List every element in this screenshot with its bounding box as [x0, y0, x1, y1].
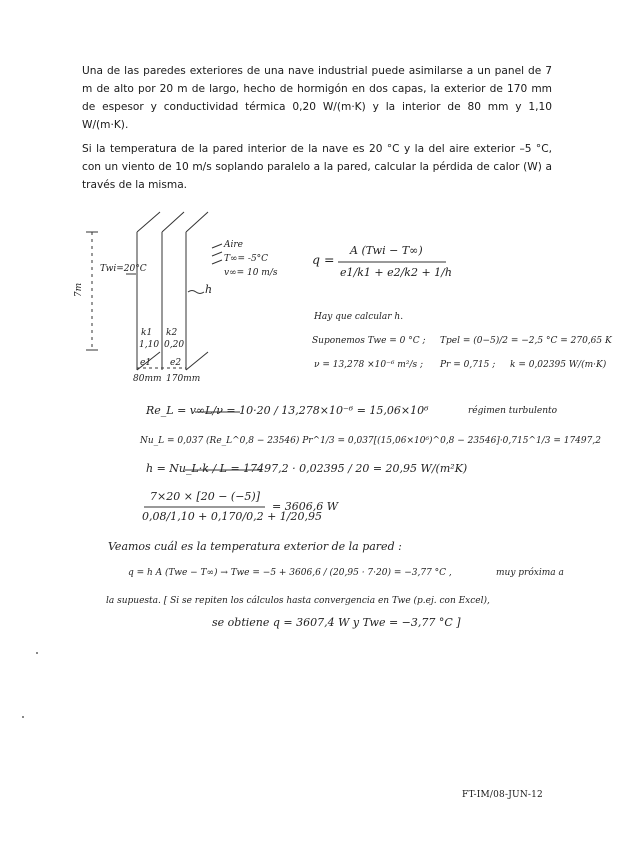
calc-reynolds-note: régimen turbulento: [468, 406, 558, 416]
e1-value: 80mm: [133, 374, 162, 384]
k2-label: k2: [166, 328, 178, 338]
h-indicator: [188, 291, 204, 294]
note-line-3b: Pr = 0,715 ;: [440, 360, 496, 370]
scan-dot: [36, 652, 38, 654]
height-label: 7m: [74, 282, 85, 298]
k2-value: 0,20: [164, 340, 185, 350]
aire-label: Aire: [224, 240, 244, 250]
calc-twe: q = h A (Twe − T∞) → Twe = −5 + 3606,6 / (20,95 · 7·20) = −3,77 °C ,: [128, 568, 452, 578]
calc-twe-note: muy próxima a: [496, 568, 564, 578]
formula-denominator: e1/k1 + e2/k2 + 1/h: [340, 266, 452, 279]
k1-value: 1,10: [139, 340, 160, 350]
note-line-3c: k = 0,02395 W/(m·K): [510, 360, 607, 370]
note-line-2b: Tpel = (0−5)/2 = −2,5 °C = 270,65 K: [440, 336, 612, 346]
scan-dot: [22, 716, 24, 718]
e1-label: e1: [140, 358, 152, 368]
formula-q: q =: [312, 252, 335, 267]
air-flow-arrows: [212, 244, 222, 264]
calc-q-result: = 3606,6 W: [272, 500, 339, 513]
problem-paragraph-1: Una de las paredes exteriores de una nave industrial puede asimilarse a un panel de 7 m de alto por 20 m de largo, hecho de hormigón en dos capas, la exterior de 170 mm de espesor y conductividad térmica 0,20 W/(m·K) y la interior de 80 mm y 1,10 W/(m·K).: [82, 65, 552, 131]
problem-paragraph-2: Si la temperatura de la pared interior de la nave es 20 °C y la del aire exterior –5 °C, con un viento de 10 m/s soplando paralelo a la pared, calcular la pérdida de calor (W) a través de la misma.: [82, 143, 552, 191]
formula-numerator: A (Twi − T∞): [350, 244, 423, 257]
perspective-line-2: [162, 212, 184, 232]
note-line-1: Hay que calcular h.: [314, 312, 404, 322]
perspective-line-1: [137, 212, 160, 232]
h-label: h: [205, 283, 213, 296]
calc-h: h = Nu_L·k / L = 17497,2 · 0,02395 / 20 = 20,95 W/(m²K): [146, 462, 468, 475]
perspective-line-5: [186, 352, 208, 370]
note-line-2a: Suponemos Twe = 0 °C ;: [312, 336, 426, 346]
vinf-label: v∞= 10 m/s: [224, 268, 278, 278]
calc-q-denominator: 0,08/1,10 + 0,170/0,2 + 1/20,95: [142, 510, 322, 523]
twi-label: Twi=20°C: [100, 264, 147, 274]
calc-final-2: se obtiene q = 3607,4 W y Twe = −3,77 °C ]: [212, 616, 461, 629]
e2-value: 170mm: [166, 374, 201, 384]
calc-check: Veamos cuál es la temperatura exterior de la pared :: [108, 540, 402, 553]
perspective-line-3: [186, 212, 208, 232]
tinf-label: T∞= -5°C: [224, 254, 269, 264]
note-line-3a: ν = 13,278 ×10⁻⁶ m²/s ;: [314, 360, 423, 370]
calc-final-1: la supuesta. [ Si se repiten los cálculos hasta convergencia en Twe (p.ej. con Excel),: [106, 596, 490, 606]
document-code: FT-IM/08-JUN-12: [462, 790, 543, 800]
e2-label: e2: [170, 358, 182, 368]
k1-label: k1: [141, 328, 153, 338]
calc-nusselt: Nu_L = 0,037 (Re_L^0,8 − 23546) Pr^1/3 = 0,037[(15,06×10⁶)^0,8 − 23546]·0,715^1/3 = 17497,2: [140, 436, 601, 446]
calc-reynolds: Re_L = v∞L/ν = 10·20 / 13,278×10⁻⁶ = 15,06×10⁶: [146, 404, 429, 417]
calc-q-numerator: 7×20 × [20 − (−5)]: [150, 490, 261, 503]
